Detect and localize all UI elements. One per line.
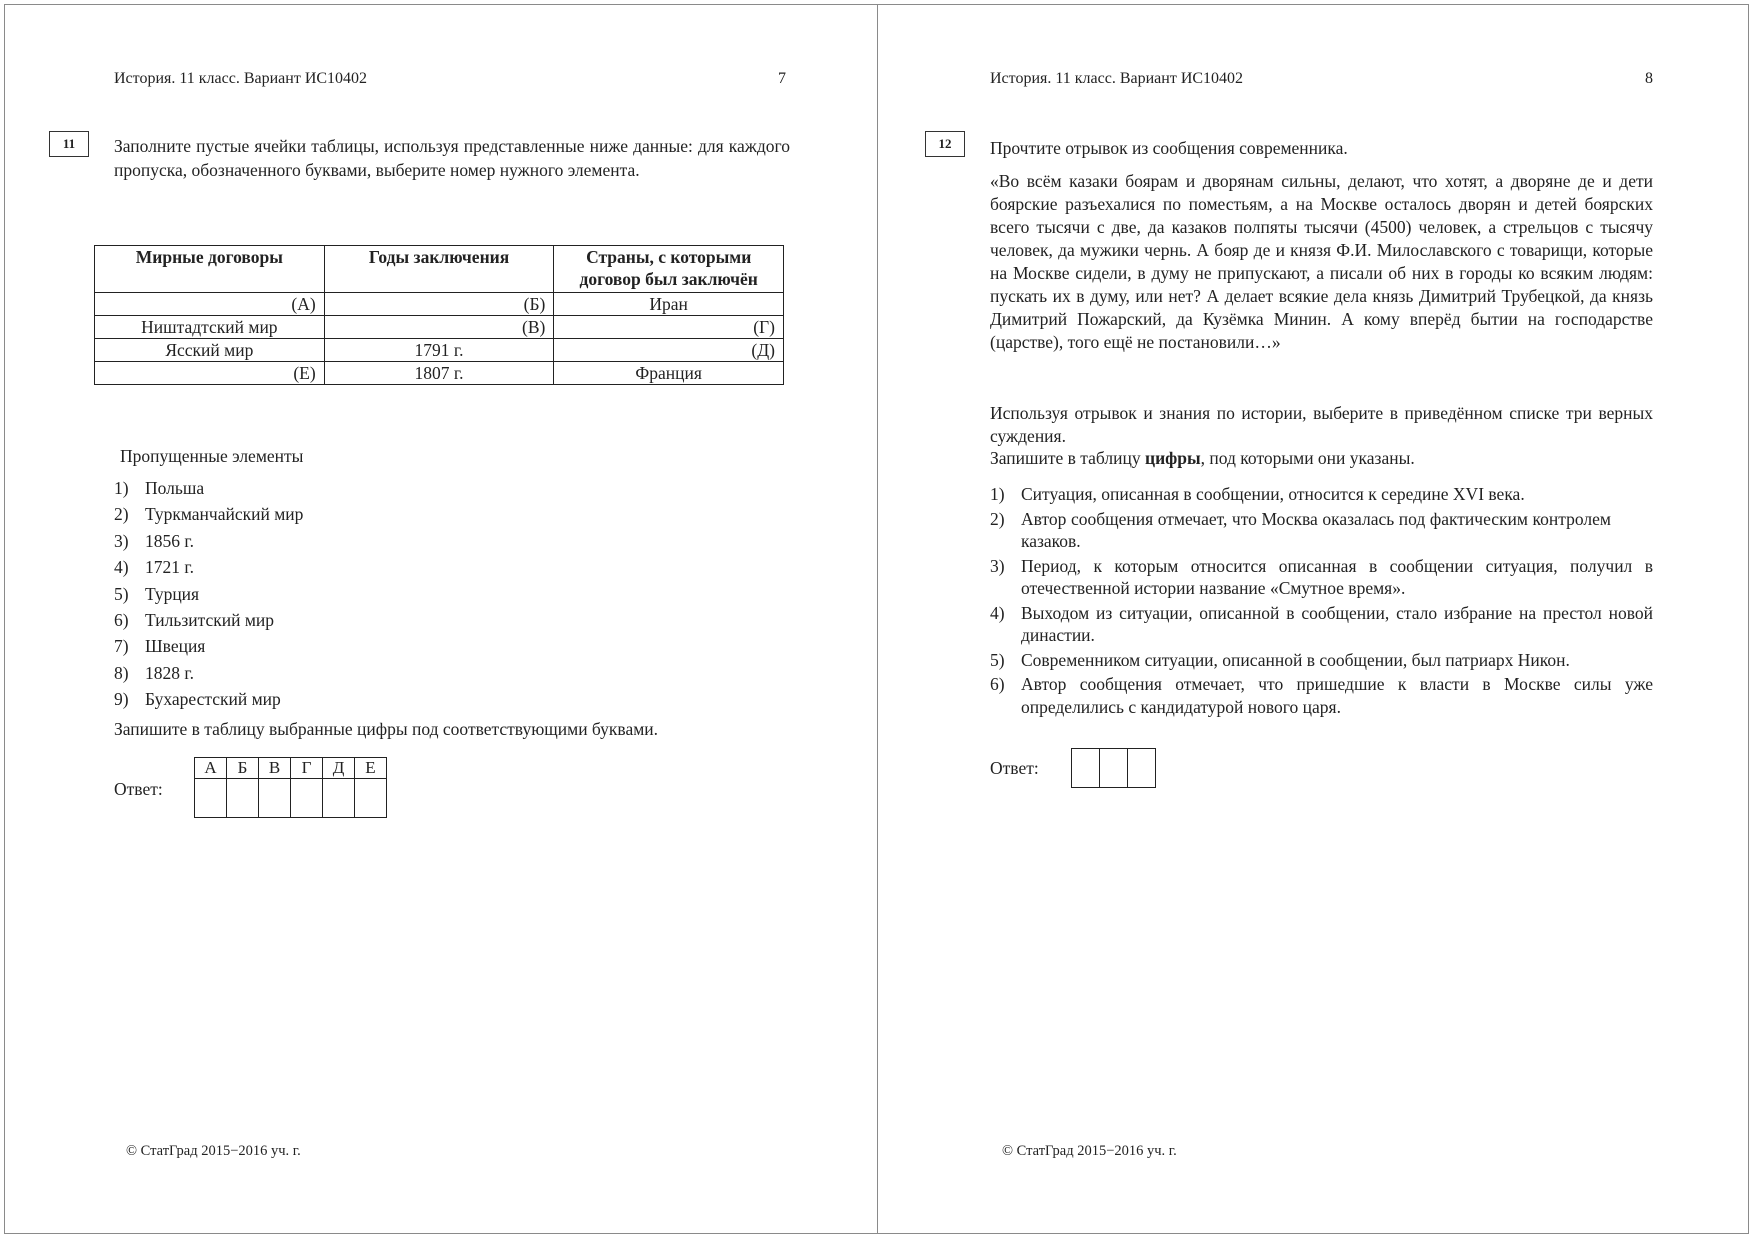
list-item: 9) Бухарестский мир — [114, 689, 281, 710]
table-header-cell: Страны, с которыми договор был заключён — [554, 246, 784, 293]
missing-elements-title: Пропущенные элементы — [120, 446, 304, 466]
page-number: 7 — [778, 70, 786, 87]
answer-cell[interactable] — [1099, 748, 1128, 788]
answer-cell[interactable] — [1071, 748, 1100, 788]
table-cell: Ништадтский мир — [95, 316, 325, 339]
answer-label: Ответ: — [990, 758, 1039, 778]
list-item: 6) Тильзитский мир — [114, 610, 275, 631]
answer-cell[interactable] — [291, 779, 323, 818]
answer-letter: Д — [323, 758, 355, 779]
answer-cell[interactable] — [227, 779, 259, 818]
table-cell: Иран — [554, 293, 784, 316]
list-item: 5) Современником ситуации, описанной в сообщении, был патриарх Никон. — [990, 649, 1570, 670]
task-number-box: 11 — [49, 131, 89, 157]
table-cell: Франция — [554, 362, 784, 385]
task-question: Используя отрывок и знания по истории, выберите в приведённом списке три верных суждения. — [990, 403, 1653, 446]
table-row — [95, 339, 784, 362]
page-header: История. 11 класс. Вариант ИС10402 — [114, 70, 368, 87]
list-item: 3) Период, к которым относится описанная в сообщении ситуация, получил в отечественной истории название «Смутное время». — [990, 555, 1653, 598]
page-footer: © СтатГрад 2015−2016 уч. г. — [1002, 1143, 1177, 1159]
list-item: 8) 1828 г. — [114, 662, 194, 683]
write-instruction: Запишите в таблицу выбранные цифры под соответствующими буквами. — [114, 719, 659, 739]
answer-cell[interactable] — [259, 779, 291, 818]
table-cell: (Е) — [95, 362, 325, 385]
answer-cell[interactable] — [323, 779, 355, 818]
task-number-box: 12 — [925, 131, 965, 157]
answer-input-row — [195, 779, 387, 818]
list-item: 6) Автор сообщения отмечает, что пришедшие к власти в Москве силы уже определились с кандидатурой нового царя. — [990, 674, 1653, 717]
answer-letter: Е — [355, 758, 387, 779]
list-item: 2) Автор сообщения отмечает, что Москва оказалась под фактическим контролем казаков. — [990, 508, 1611, 551]
table-cell: (Д) — [554, 339, 784, 362]
table-cell: (Г) — [554, 316, 784, 339]
table-header-row — [95, 246, 784, 293]
list-item: 2) Туркманчайский мир — [114, 504, 304, 525]
table-header-cell: Мирные договоры — [95, 246, 325, 293]
answer-letter: А — [195, 758, 227, 779]
list-item: 1) Ситуация, описанная в сообщении, относится к середине XVI века. — [990, 484, 1525, 504]
table-row — [95, 316, 784, 339]
table-cell: (А) — [95, 293, 325, 316]
list-item: 5) Турция — [114, 583, 200, 604]
write-instruction: Запишите в таблицу цифры, под которыми они указаны. — [990, 448, 1415, 468]
treaty-table — [94, 245, 784, 385]
list-item: 4) Выходом из ситуации, описанной в сообщении, стало избрание на престол новой династии. — [990, 602, 1653, 645]
right-page — [877, 4, 1749, 1234]
options-list — [990, 483, 1653, 720]
left-page — [4, 4, 878, 1234]
list-item: 3) 1856 г. — [114, 530, 194, 551]
table-row — [95, 362, 784, 385]
answer-table — [194, 757, 387, 818]
answer-letter: Г — [291, 758, 323, 779]
table-row — [95, 293, 784, 316]
source-quote: «Во всём казаки боярам и дворянам сильны, делают, что хотят, а дворяне де и дети боярские разъехалися по поместьям, а на Москве осталось дворян и детей боярских всего тысячи с две, да казаков полпяты тысячи (4500) человек, а стрельцов с тысячу человек, да мужики чернь. А бояр де и князя Ф.И. Милославского с товарищи, которые на Москве сидели, в думу не припускают, а писали об них в городы ко всяким людям: пускать их в думу, или нет? А делает всякие дела князь Димитрий Трубецкой, да князь Димитрий Пожарский, да Кузёмка Минин. А кому вперёд бытии на господарстве (царстве), того ещё не постановили…» — [990, 171, 1653, 352]
list-item: 4) 1721 г. — [114, 557, 194, 578]
page-number: 8 — [1645, 70, 1653, 87]
answer-letter: Б — [227, 758, 259, 779]
table-cell: 1791 г. — [324, 339, 554, 362]
missing-elements-list — [114, 475, 303, 713]
table-cell: 1807 г. — [324, 362, 554, 385]
page-footer: © СтатГрад 2015−2016 уч. г. — [126, 1143, 301, 1159]
answer-cell[interactable] — [195, 779, 227, 818]
answer-cell[interactable] — [1127, 748, 1156, 788]
page-header: История. 11 класс. Вариант ИС10402 — [990, 70, 1244, 87]
answer-cell[interactable] — [355, 779, 387, 818]
table-cell: (Б) — [324, 293, 554, 316]
table-cell: Ясский мир — [95, 339, 325, 362]
answer-label: Ответ: — [114, 779, 163, 799]
list-item: 7) Швеция — [114, 636, 206, 657]
task-intro: Прочтите отрывок из сообщения современника. — [990, 138, 1348, 158]
answer-letters-row — [195, 758, 387, 779]
answer-letter: В — [259, 758, 291, 779]
table-header-cell: Годы заключения — [324, 246, 554, 293]
task-instruction: Заполните пустые ячейки таблицы, используя представленные ниже данные: для каждого пропуска, обозначенного буквами, выберите номер нужного элемента. — [114, 136, 790, 180]
table-cell: (В) — [324, 316, 554, 339]
list-item: 1) Польша — [114, 478, 205, 498]
